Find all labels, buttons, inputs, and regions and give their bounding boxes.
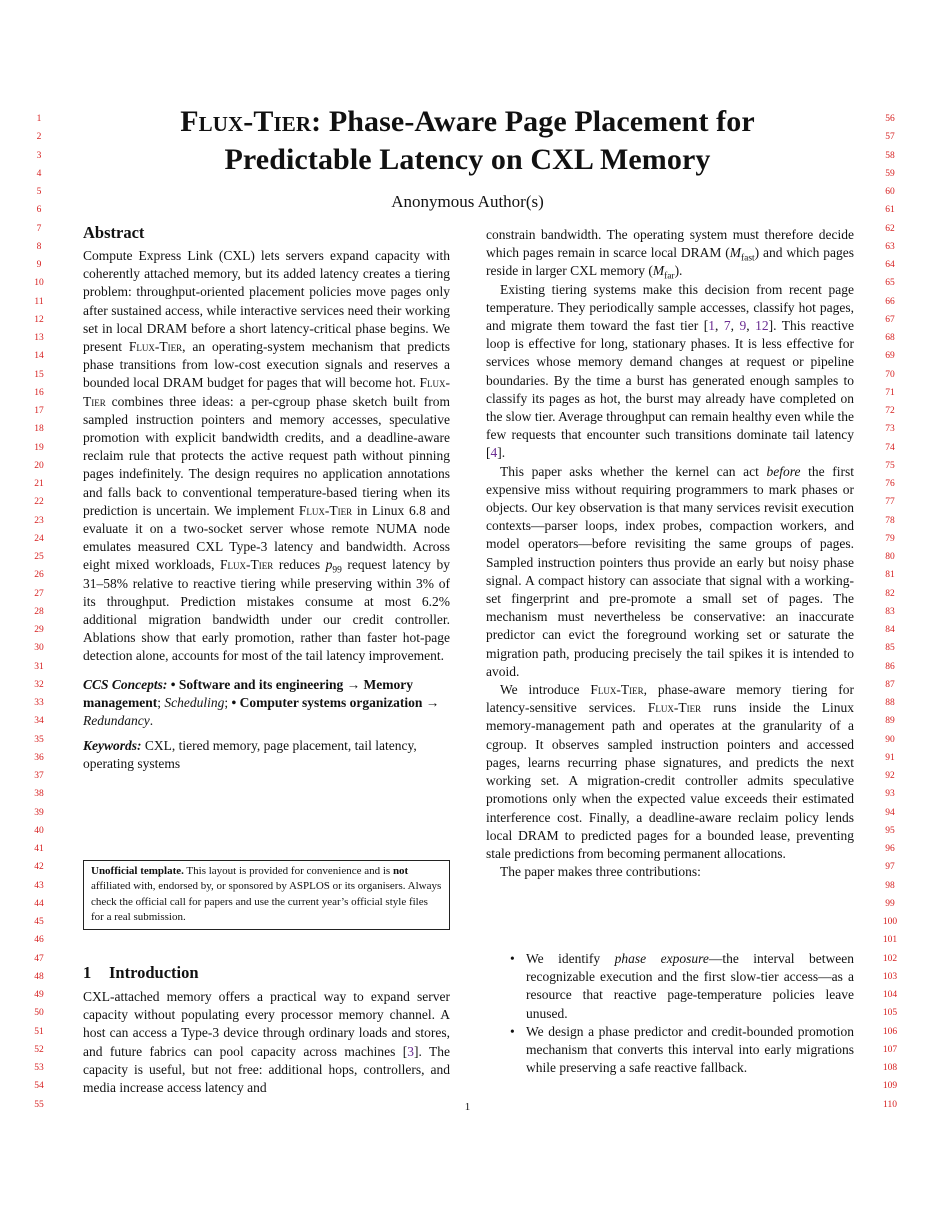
- line-number: 4: [36, 168, 42, 179]
- line-number: 15: [34, 369, 44, 380]
- left-column: [83, 222, 450, 774]
- author-line: Anonymous Author(s): [391, 192, 544, 211]
- title-line-1: : Phase-Aware Page Placement for: [311, 105, 755, 138]
- line-number: 92: [885, 771, 895, 781]
- line-number: 19: [34, 442, 44, 453]
- line-number: 90: [885, 734, 895, 745]
- line-number: 83: [885, 606, 895, 617]
- line-number: 57: [885, 132, 895, 143]
- line-number: 41: [34, 844, 44, 854]
- paragraph-existing-tiering: Existing tiering systems make this decision from recent page temperature. They periodically sample accesses, classify hot pages, and migrate them toward the fast tier [1, 7, 9, 12]. This reactive loop is effective for long, stationary phases. It is less effective for services whose memory demand changes at request or pipeline boundaries. By the time a burst has generated enough samples to classify its pages as hot, the burst may already have completed on the slow tier. Average throughput can remain healthy even while the few requests that encounter such transitions dominate tail latency [4].: [486, 281, 855, 461]
- line-number: 30: [34, 643, 44, 654]
- line-number: 81: [885, 570, 895, 581]
- line-number: 93: [885, 789, 895, 800]
- line-number: 39: [34, 807, 44, 818]
- line-number: 98: [885, 880, 895, 891]
- line-number: 51: [34, 1026, 44, 1037]
- citation-link[interactable]: 4: [490, 445, 498, 461]
- template-notice-box: Unofficial template. This layout is provided for convenience and is not affiliated with, endorsed by, or sponsored by ASPLOS or its organisers. Always check the official call for papers and use the current year’s official style files for a real submission.: [83, 860, 450, 930]
- line-number: 105: [882, 1008, 898, 1019]
- line-number: 32: [34, 679, 44, 690]
- line-number: 44: [34, 898, 44, 909]
- line-number: 42: [34, 862, 44, 873]
- line-number: 54: [34, 1081, 44, 1092]
- line-number: 79: [885, 533, 895, 544]
- line-number: 29: [34, 625, 44, 635]
- line-number: 59: [885, 168, 895, 179]
- line-number: 108: [882, 1063, 898, 1073]
- line-number: 55: [34, 1099, 44, 1110]
- line-number: 52: [34, 1044, 44, 1055]
- line-number: 18: [34, 424, 44, 435]
- section-heading-introduction: 1 Introduction: [83, 963, 199, 982]
- abstract-heading: Abstract: [83, 223, 145, 242]
- line-number: 33: [34, 698, 44, 708]
- line-number: 75: [885, 460, 895, 471]
- line-number: 16: [34, 387, 44, 398]
- line-number: 96: [885, 844, 895, 854]
- line-number: 62: [885, 223, 895, 234]
- line-number: 43: [34, 880, 44, 891]
- line-number: 46: [34, 935, 44, 946]
- citation-link[interactable]: 1: [708, 318, 715, 334]
- line-number: 73: [885, 424, 895, 435]
- line-number: 23: [34, 515, 44, 526]
- line-number: 24: [34, 533, 44, 544]
- title-line-2: Predictable Latency on CXL Memory: [224, 143, 711, 176]
- abstract-text: Compute Express Link (CXL) lets servers expand capacity with coherently attached memory, but its added latency creates a tiering problem: throughput-oriented placement policies move pages only after sustained access, while interactive services need their working set in local DRAM before a short latency-critical phase begins. We present Flux-Tier, an operating-system mechanism that predicts phase transitions from low-cost execution signals and reserves a bounded local DRAM budget for pages that will become hot. Flux-Tier combines three ideas: a per-cgroup phase sketch built from sampled instruction pointers and memory accesses, speculative promotion with explicit bandwidth credits, and a deadline-aware reclaim rule that protects the active request path without pinning pages indefinitely. The design requires no application annotations and falls back to conventional temperature-based tiering when its prediction is uncertain. We implement Flux-Tier in Linux 6.8 and evaluate it on a two-socket server whose remote NUMA node emulates measured CXL Type-3 latency and bandwidth. Across eight mixed workloads, Flux-Tier reduces $p_{99}$ request latency by 31–58% relative to reactive tiering while preserving within 3% of its throughput. Prediction mistakes consume at most 6.2% additional migration bandwidth under our credit controller. Ablations show that early promotion, rather than faster hot-page detection alone, accounts for most of the tail latency improvement.: [83, 248, 451, 664]
- line-number: 67: [885, 314, 895, 325]
- line-number: 49: [34, 990, 44, 1000]
- page-number: 1: [464, 1101, 471, 1113]
- line-number: 84: [885, 625, 895, 635]
- introduction-paragraph: CXL-attached memory offers a practical way to expand server capacity without populating every processor memory channel. A host can access a Type-3 device through ordinary loads and stores, and future fabrics can pool capacity across machines [3]. The capacity is useful, but not free: additional hops, controllers, and media increase access latency and: [83, 989, 450, 1096]
- line-number: 89: [885, 716, 895, 727]
- line-number: 87: [885, 679, 895, 690]
- line-number: 10: [34, 278, 44, 289]
- line-number: 7: [36, 223, 42, 234]
- line-number: 20: [34, 460, 44, 471]
- line-number: 104: [882, 990, 898, 1000]
- paragraph-key-question: This paper asks whether the kernel can act before the first expensive miss without requiring programmers to mark phases or objects. Our key observation is that many services revisit execution contexts—parser loops, index probes, compaction workers, and model operators—before revisiting the same groups of pages. Sampled instruction pointers thus provide an early but noisy phase signal. A compact history can associate that signal with a working-set fingerprint and pre-promote a small set of pages. The mechanism must nevertheless be conservative: an inaccurate predictor can evict the foreground working set or saturate the migration path, producing precisely the tail spikes it is intended to avoid.: [486, 463, 854, 679]
- line-number: 3: [36, 150, 42, 161]
- line-number: 77: [885, 497, 895, 508]
- citation-link[interactable]: 7: [723, 318, 731, 334]
- line-number: 40: [34, 825, 44, 836]
- line-number: 36: [34, 752, 44, 763]
- line-number: 109: [882, 1081, 898, 1092]
- line-number: 74: [885, 442, 895, 453]
- line-number: 50: [34, 1008, 44, 1019]
- system-name: Flux-Tier: [180, 105, 312, 138]
- citation-link[interactable]: 9: [739, 318, 747, 334]
- paragraph-contributions-intro: The paper makes three contributions:: [500, 864, 701, 880]
- line-number: 6: [36, 205, 42, 216]
- line-number: 68: [885, 333, 895, 343]
- line-number: 14: [34, 351, 44, 362]
- line-number: 37: [34, 771, 44, 781]
- list-item: • We identify phase exposure—the interval between recognizable execution and the first slow-tier access—as a resource that reactive page-temperature policies leave unused.: [510, 950, 854, 1023]
- paragraph-introduce-system: We introduce Flux-Tier, phase-aware memory tiering for latency-sensitive services. Flux-Tier runs inside the Linux memory-management path and operates at the granularity of a cgroup. It observes sampled instruction pointers and accessed pages, learns recurring phase signatures, and predicts the next working set. A migration-credit controller admits speculative promotions only when the expected value exceeds their estimated interference cost. Finally, a deadline-aware reclaim policy lends local DRAM to predicted pages for a bounded lease, preventing stale predictions from becoming permanent allocations.: [486, 682, 854, 861]
- line-number: 21: [34, 479, 44, 489]
- list-item: • We design a phase predictor and credit-bounded promotion mechanism that converts this interval into early migrations while preserving a safe reactive fallback.: [510, 1023, 854, 1078]
- line-number: 110: [883, 1099, 897, 1110]
- line-number: 47: [34, 953, 44, 964]
- line-number: 5: [36, 187, 42, 197]
- line-number: 85: [885, 643, 895, 654]
- line-number: 101: [882, 935, 898, 946]
- paper-title: [100, 103, 835, 179]
- line-number: 48: [34, 971, 44, 982]
- keywords: Keywords: CXL, tiered memory, page placement, tail latency, operating systems: [83, 738, 417, 772]
- line-number: 22: [34, 497, 44, 508]
- line-number: 38: [34, 789, 44, 800]
- line-number: 69: [885, 351, 895, 362]
- line-number: 64: [885, 260, 895, 270]
- line-number: 107: [882, 1044, 898, 1055]
- line-number: 58: [885, 150, 895, 161]
- line-number: 91: [885, 752, 895, 763]
- line-number: 9: [36, 260, 42, 270]
- line-number: 13: [34, 333, 44, 343]
- line-number: 27: [34, 588, 44, 599]
- line-number: 26: [34, 570, 44, 581]
- line-number: 95: [885, 825, 895, 836]
- line-number: 103: [882, 971, 898, 982]
- line-number: 28: [34, 606, 44, 617]
- line-number: 72: [885, 406, 895, 416]
- line-number: 60: [885, 187, 895, 197]
- line-number: 97: [885, 862, 895, 873]
- line-number: 100: [882, 917, 898, 927]
- line-number: 102: [882, 953, 898, 964]
- right-column: [486, 226, 854, 881]
- line-number: 11: [34, 296, 44, 307]
- line-number: 94: [885, 807, 895, 818]
- line-number: 34: [34, 716, 44, 727]
- line-number: 2: [36, 132, 42, 143]
- line-number: 8: [36, 241, 42, 252]
- ccs-concepts: CCS Concepts: • Software and its engineering → Memory management; Scheduling; • Computer systems organization → Redundancy.: [83, 676, 440, 729]
- line-number: 25: [34, 552, 44, 562]
- line-number: 61: [885, 205, 895, 216]
- line-number: 17: [34, 406, 44, 416]
- line-number: 53: [34, 1063, 44, 1073]
- line-number: 35: [34, 734, 44, 745]
- citation-link[interactable]: 12: [755, 318, 769, 334]
- line-number: 80: [885, 552, 895, 562]
- line-number: 82: [885, 588, 895, 599]
- line-number: 65: [885, 278, 895, 289]
- line-number: 70: [885, 369, 895, 380]
- line-number: 56: [885, 114, 895, 124]
- line-number: 106: [882, 1026, 898, 1037]
- paragraph-continued: constrain bandwidth. The operating system must therefore decide which pages remain in scarce local DRAM $(M_{fast})$ and which pages reside in larger CXL memory $(M_{far})$.: [486, 227, 855, 283]
- line-number: 12: [34, 314, 44, 325]
- line-number: 71: [885, 387, 895, 398]
- line-number: 45: [34, 917, 44, 927]
- line-number: 66: [885, 296, 895, 307]
- line-number: 31: [34, 661, 44, 672]
- line-number: 78: [885, 515, 895, 526]
- line-number: 86: [885, 661, 895, 672]
- contributions-list: [510, 950, 854, 1077]
- line-number: 1: [36, 114, 42, 124]
- line-number: 76: [885, 479, 895, 489]
- line-number: 63: [885, 241, 895, 252]
- line-number: 88: [885, 698, 895, 708]
- citation-link[interactable]: 3: [407, 1043, 415, 1059]
- line-number: 99: [885, 898, 895, 909]
